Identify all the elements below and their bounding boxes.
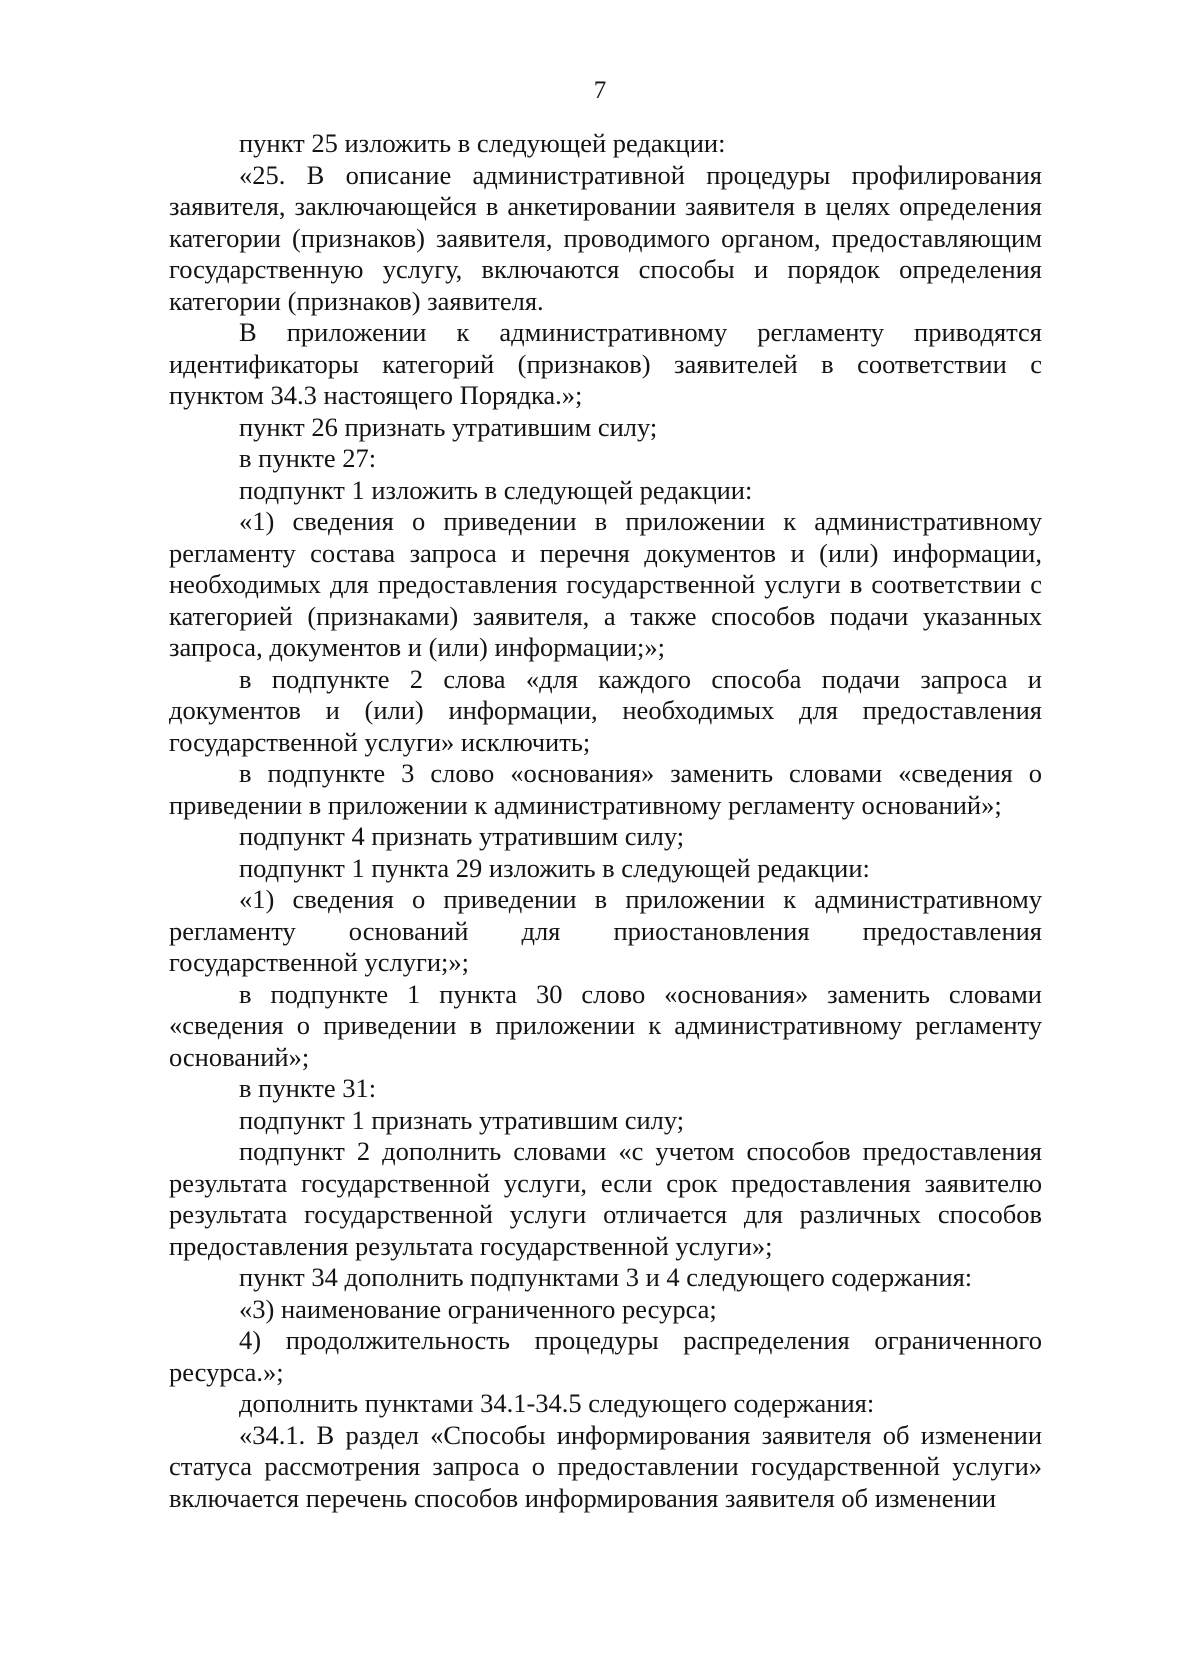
document-paragraph: «1) сведения о приведении в приложении к административному регламенту состава запроса и перечня документов и (или) информации, необходимых для предоставления государственной услуги в соответствии с категорией (признаками) заявителя, а также способов подачи указанных запроса, документов и (или) информации;»;: [169, 506, 1042, 662]
document-paragraph: подпункт 1 признать утратившим силу;: [239, 1104, 685, 1135]
document-paragraph: в пункте 31:: [239, 1073, 377, 1103]
document-paragraph: пункт 26 признать утратившим силу;: [239, 411, 658, 442]
document-paragraph: в подпункте 1 пункта 30 слово «основания» заменить словами «сведения о приведении в приложении к административному регламенту оснований»;: [169, 978, 1042, 1072]
document-paragraph: «25. В описание административной процедуры профилирования заявителя, заключающейся в анкетировании заявителя в целях определения категории (признаков) заявителя, проводимого органом, предоставляющим государственную услугу, включаются способы и порядок определения категории (признаков) заявителя.: [169, 159, 1042, 316]
document-paragraph: подпункт 2 дополнить словами «с учетом способов предоставления результата государственной услуги, если срок предоставления заявителю результата государственной услуги отличается для различных способов предоставления результата государственной услуги»;: [169, 1136, 1042, 1261]
document-paragraph: 4) продолжительность процедуры распределения ограниченного ресурса.»;: [169, 1325, 1042, 1387]
document-paragraph: «3) наименование ограниченного ресурса;: [239, 1293, 717, 1324]
document-paragraph: в подпункте 3 слово «основания» заменить словами «сведения о приведении в приложении к административному регламенту оснований»;: [169, 758, 1042, 820]
document-paragraph: подпункт 4 признать утратившим силу;: [239, 821, 685, 851]
document-paragraph: дополнить пунктами 34.1-34.5 следующего содержания:: [239, 1388, 875, 1418]
document-paragraph: подпункт 1 пункта 29 изложить в следующей редакции:: [239, 852, 870, 883]
document-paragraph: в пункте 27:: [239, 443, 377, 473]
document-body: [169, 128, 1042, 1514]
document-paragraph: «34.1. В раздел «Способы информирования заявителя об изменении статуса рассмотрения запроса о предоставлении государственной услуги» включается перечень способов информирования заявителя об изменении: [169, 1419, 1042, 1513]
document-paragraph: В приложении к административному регламенту приводятся идентификаторы категорий (признаков) заявителей в соответствии с пунктом 34.3 настоящего Порядка.»;: [169, 317, 1042, 410]
document-paragraph: пункт 25 изложить в следующей редакции:: [239, 128, 726, 158]
document-paragraph: «1) сведения о приведении в приложении к административному регламенту оснований для приостановления предоставления государственной услуги;»;: [169, 884, 1042, 977]
document-paragraph: в подпункте 2 слова «для каждого способа подачи запроса и документов и (или) информации, необходимых для предоставления государственной услуги» исключить;: [169, 663, 1042, 757]
document-paragraph: подпункт 1 изложить в следующей редакции:: [239, 474, 753, 505]
document-paragraph: пункт 34 дополнить подпунктами 3 и 4 следующего содержания:: [239, 1262, 973, 1292]
page-number: 7: [593, 77, 607, 104]
